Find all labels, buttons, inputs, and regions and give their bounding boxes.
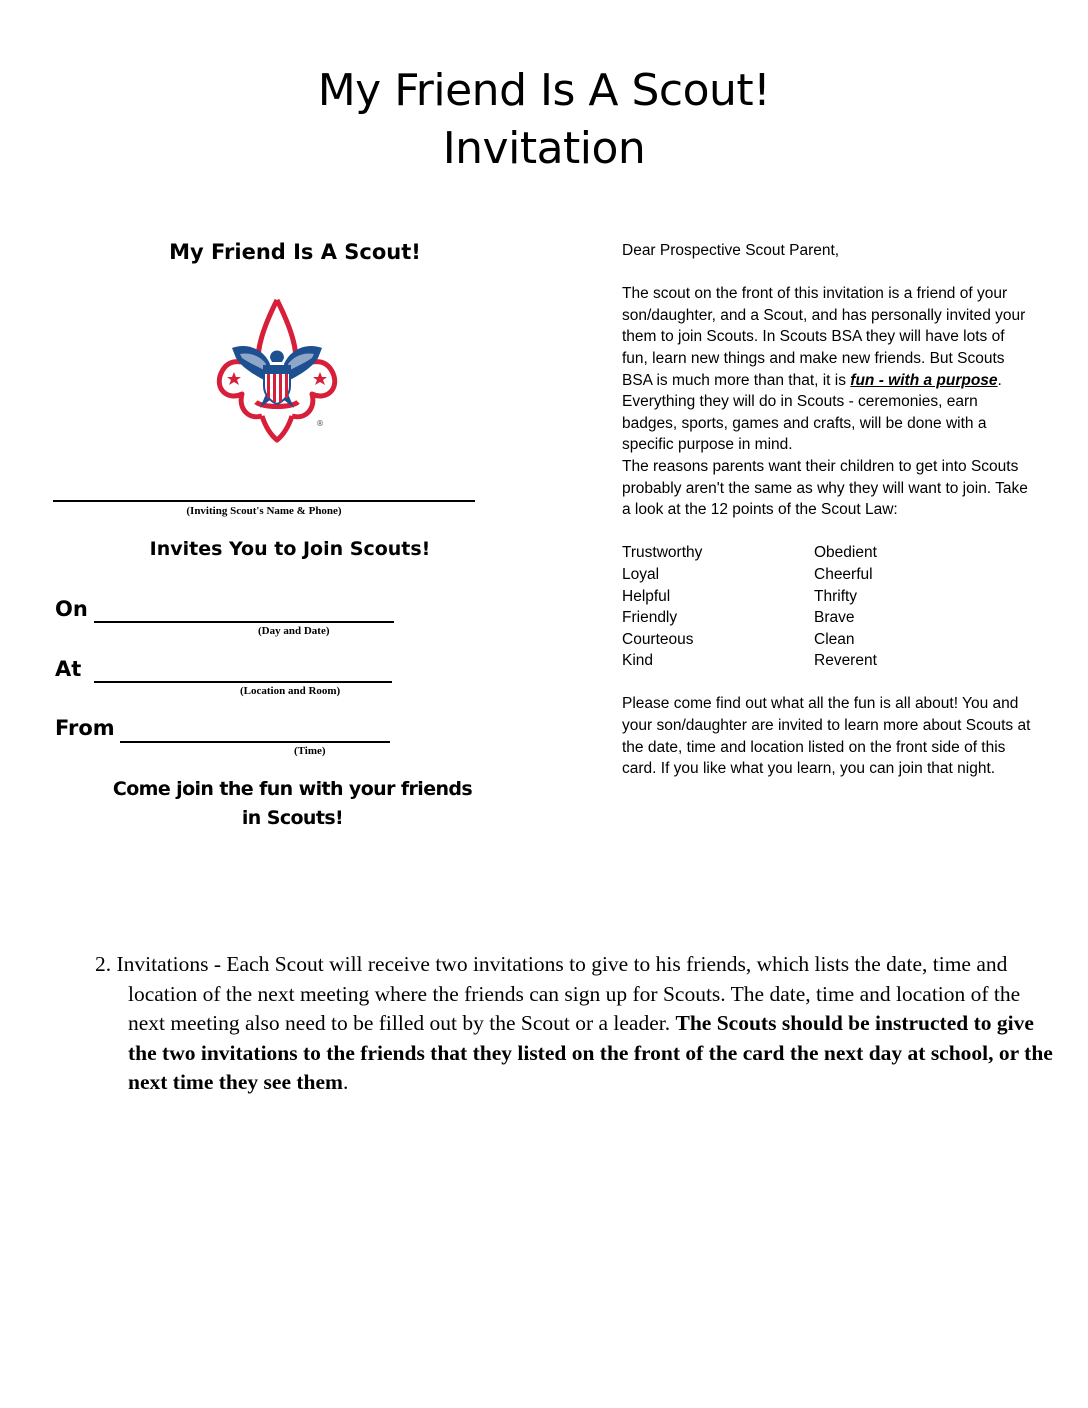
from-label: From	[55, 716, 115, 740]
law-point: Obedient	[814, 544, 877, 562]
scout-name-line	[53, 500, 475, 502]
letter-paragraph-2: The reasons parents want their children to get into Scouts probably aren't the same as why they will want to join. Take a look at the 12 points of the Scout Law:	[622, 457, 1028, 519]
law-point: Reverent	[814, 652, 877, 670]
letter-paragraph-1-start: The scout on the front of this invitation is a friend of your son/daughter, and a Scout, and has personally invited your them to join Scouts. In Scouts BSA they will have lots of fun, learn new things and make new friends. But Scouts BSA is much more than that, it is	[622, 285, 1026, 389]
invites-heading: Invites You to Join Scouts!	[149, 538, 431, 560]
instruction-end: .	[342, 1070, 349, 1095]
law-point: Clean	[814, 630, 855, 648]
law-point: Kind	[622, 652, 654, 670]
instruction-bold-text: The Scouts should be instructed to give the two invitations to the friends that they listed on the front of the card the next day at school, or the next time they see them	[128, 1011, 1053, 1095]
parent-letter	[622, 240, 1032, 780]
on-label: On	[55, 597, 88, 621]
letter-paragraph-1-end: . Everything they will do in Scouts - ceremonies, earn badges, sports, games and crafts, will be done with a specific purpose in mind.	[622, 371, 1002, 454]
page-title-line-1: My Friend Is A Scout!	[317, 65, 771, 116]
law-point: Brave	[814, 609, 855, 627]
law-point: Trustworthy	[622, 544, 703, 562]
at-label: At	[55, 657, 82, 681]
law-point: Thrifty	[814, 587, 858, 605]
card-heading: My Friend Is A Scout!	[169, 240, 421, 264]
scout-name-caption: (Inviting Scout's Name & Phone)	[186, 505, 342, 517]
on-caption: (Day and Date)	[258, 625, 330, 637]
at-line	[94, 681, 392, 683]
instruction-item	[95, 950, 1058, 1098]
law-point: Cheerful	[814, 565, 873, 583]
letter-greeting: Dear Prospective Scout Parent,	[622, 242, 840, 259]
registered-mark: ®	[316, 419, 324, 428]
letter-paragraph-1	[622, 283, 1032, 456]
page-title	[0, 62, 1088, 178]
come-join-line-1: Come join the fun with your friends	[112, 778, 473, 800]
letter-paragraph-3: Please come find out what all the fun is all about! You and your son/daughter are invited to learn more about Scouts at the date, time and location listed on the front side of this card. If you like what you learn, you can join that night.	[622, 695, 1031, 778]
from-caption: (Time)	[294, 745, 326, 757]
scout-law-list	[622, 542, 1032, 672]
on-line	[94, 621, 394, 623]
law-point: Helpful	[622, 587, 671, 605]
page-title-line-2: Invitation	[442, 123, 646, 174]
fun-with-a-purpose: fun - with a purpose	[850, 371, 998, 389]
at-caption: (Location and Room)	[240, 685, 341, 697]
bsa-emblem-icon	[212, 296, 342, 444]
from-line	[120, 741, 390, 743]
law-point: Courteous	[622, 630, 694, 648]
law-point: Loyal	[622, 565, 660, 583]
law-point: Friendly	[622, 609, 678, 627]
instruction-text: 2. Invitations - Each Scout will receive two invitations to give to his friends, which lists the date, time and location of the next meeting where the friends can sign up for Scouts. The date, time and location of the next meeting also need to be filled out by the Scout or a leader.	[95, 952, 1021, 1036]
come-join-line-2: in Scouts!	[241, 807, 344, 829]
come-join-text	[90, 775, 495, 833]
